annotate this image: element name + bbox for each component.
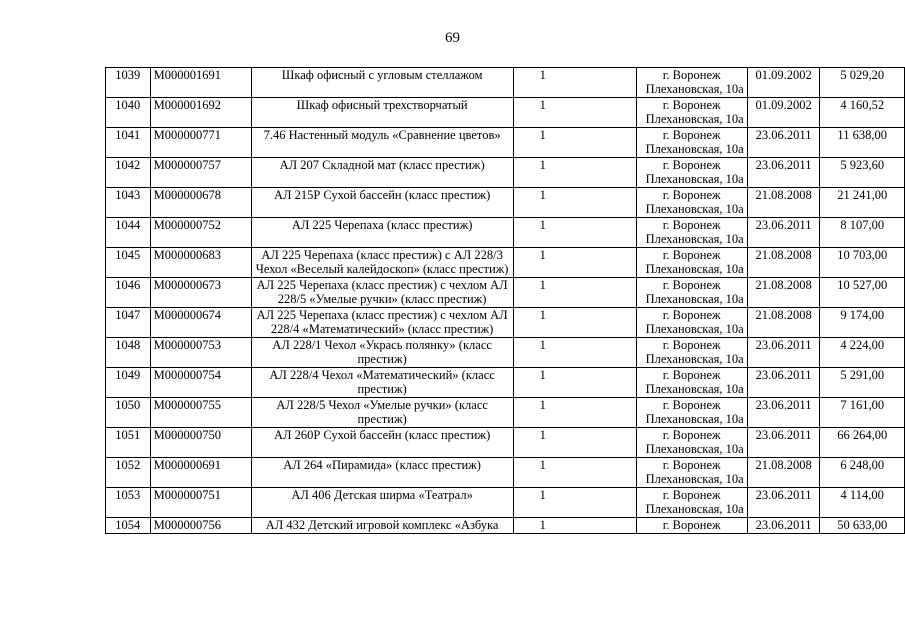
item-name-cell: АЛ 228/4 Чехол «Математический» (класс престиж) [251,368,513,398]
location-cell [636,128,747,158]
location-city: г. Воронеж [662,68,721,82]
item-name-cell: АЛ 260Р Сухой бассейн (класс престиж) [251,428,513,458]
amount-cell: 5 923,60 [820,158,905,188]
table-row [106,218,905,248]
quantity-cell: 1 [513,158,636,188]
quantity-cell: 1 [513,218,636,248]
item-name-cell: АЛ 264 «Пирамида» (класс престиж) [251,458,513,488]
location-city: г. Воронеж [662,278,721,292]
location-cell [636,488,747,518]
location-cell [636,248,747,278]
location-street: Плехановская, 10а [645,112,744,126]
date-cell: 23.06.2011 [747,158,820,188]
amount-cell: 5 291,00 [820,368,905,398]
table-row [106,248,905,278]
location-city: г. Воронеж [662,368,721,382]
location-cell [636,308,747,338]
item-name-cell: АЛ 225 Черепаха (класс престиж) с чехлом АЛ 228/4 «Математический» (класс престиж) [251,308,513,338]
location-street: Плехановская, 10а [645,382,744,396]
amount-cell: 6 248,00 [820,458,905,488]
quantity-cell: 1 [513,338,636,368]
location-cell [636,458,747,488]
location-cell [636,68,747,98]
inventory-code-cell: М000000678 [150,188,251,218]
amount-cell: 4 160,52 [820,98,905,128]
quantity-cell: 1 [513,188,636,218]
item-name-cell: АЛ 432 Детский игровой комплекс «Азбука [251,518,513,534]
date-cell: 23.06.2011 [747,428,820,458]
location-street: Плехановская, 10а [645,472,744,486]
table-row [106,518,905,534]
location-city: г. Воронеж [662,218,721,232]
location-street: Плехановская, 10а [645,202,744,216]
quantity-cell: 1 [513,248,636,278]
inventory-code-cell: М000000691 [150,458,251,488]
item-name-cell: Шкаф офисный трехстворчатый [251,98,513,128]
inventory-code-cell: М000001692 [150,98,251,128]
table-row [106,278,905,308]
location-cell [636,338,747,368]
quantity-cell: 1 [513,278,636,308]
inventory-table [105,67,905,534]
location-street: Плехановская, 10а [645,322,744,336]
amount-cell: 10 703,00 [820,248,905,278]
inventory-code-cell: М000000751 [150,488,251,518]
item-name-cell: АЛ 228/1 Чехол «Укрась полянку» (класс престиж) [251,338,513,368]
table-row [106,458,905,488]
item-name-cell: АЛ 225 Черепаха (класс престиж) с АЛ 228/3 Чехол «Веселый калейдоскоп» (класс престиж) [251,248,513,278]
item-name-cell: АЛ 215Р Сухой бассейн (класс престиж) [251,188,513,218]
date-cell: 21.08.2008 [747,458,820,488]
table-row [106,338,905,368]
amount-cell: 21 241,00 [820,188,905,218]
quantity-cell: 1 [513,428,636,458]
table-row [106,158,905,188]
amount-cell: 8 107,00 [820,218,905,248]
inventory-code-cell: М000000753 [150,338,251,368]
location-street: Плехановская, 10а [645,412,744,426]
row-number-cell: 1049 [106,368,151,398]
location-cell [636,218,747,248]
date-cell: 23.06.2011 [747,218,820,248]
location-city: г. Воронеж [662,128,721,142]
table-row [106,68,905,98]
row-number-cell: 1054 [106,518,151,534]
amount-cell: 5 029,20 [820,68,905,98]
row-number-cell: 1041 [106,128,151,158]
location-city: г. Воронеж [662,248,721,262]
row-number-cell: 1040 [106,98,151,128]
inventory-code-cell: М000000754 [150,368,251,398]
item-name-cell: 7.46 Настенный модуль «Сравнение цветов» [251,128,513,158]
inventory-table-body [106,68,905,534]
location-cell [636,398,747,428]
location-street: Плехановская, 10а [645,142,744,156]
location-city: г. Воронеж [662,308,721,322]
row-number-cell: 1047 [106,308,151,338]
quantity-cell: 1 [513,98,636,128]
date-cell: 23.06.2011 [747,518,820,534]
inventory-code-cell: М000000756 [150,518,251,534]
location-city: г. Воронеж [662,188,721,202]
inventory-code-cell: М000000755 [150,398,251,428]
inventory-code-cell: М000000673 [150,278,251,308]
date-cell: 21.08.2008 [747,308,820,338]
row-number-cell: 1051 [106,428,151,458]
amount-cell: 50 633,00 [820,518,905,534]
location-city: г. Воронеж [662,428,721,442]
location-cell [636,518,747,534]
date-cell: 23.06.2011 [747,128,820,158]
row-number-cell: 1039 [106,68,151,98]
location-city: г. Воронеж [662,458,721,472]
quantity-cell: 1 [513,308,636,338]
inventory-code-cell: М000000771 [150,128,251,158]
table-row [106,428,905,458]
location-cell [636,98,747,128]
date-cell: 23.06.2011 [747,488,820,518]
location-city: г. Воронеж [662,98,721,112]
row-number-cell: 1048 [106,338,151,368]
date-cell: 23.06.2011 [747,398,820,428]
row-number-cell: 1050 [106,398,151,428]
amount-cell: 66 264,00 [820,428,905,458]
page-number: 69 [445,30,460,46]
amount-cell: 10 527,00 [820,278,905,308]
location-street: Плехановская, 10а [645,82,744,96]
amount-cell: 4 224,00 [820,338,905,368]
date-cell: 21.08.2008 [747,248,820,278]
amount-cell: 11 638,00 [820,128,905,158]
quantity-cell: 1 [513,128,636,158]
location-cell [636,428,747,458]
inventory-code-cell: М000001691 [150,68,251,98]
table-row [106,308,905,338]
quantity-cell: 1 [513,458,636,488]
inventory-code-cell: М000000683 [150,248,251,278]
location-cell [636,158,747,188]
row-number-cell: 1044 [106,218,151,248]
item-name-cell: АЛ 207 Складной мат (класс престиж) [251,158,513,188]
table-row [106,488,905,518]
location-city: г. Воронеж [662,338,721,352]
row-number-cell: 1052 [106,458,151,488]
row-number-cell: 1043 [106,188,151,218]
item-name-cell: АЛ 406 Детская ширма «Театрал» [251,488,513,518]
date-cell: 01.09.2002 [747,68,820,98]
location-street: Плехановская, 10а [645,292,744,306]
location-cell [636,278,747,308]
location-street: Плехановская, 10а [645,232,744,246]
date-cell: 21.08.2008 [747,188,820,218]
location-city: г. Воронеж [662,398,721,412]
amount-cell: 7 161,00 [820,398,905,428]
item-name-cell: АЛ 225 Черепаха (класс престиж) с чехлом АЛ 228/5 «Умелые ручки» (класс престиж) [251,278,513,308]
row-number-cell: 1046 [106,278,151,308]
table-row [106,128,905,158]
location-street: Плехановская, 10а [645,352,744,366]
item-name-cell: АЛ 228/5 Чехол «Умелые ручки» (класс престиж) [251,398,513,428]
location-cell [636,368,747,398]
location-cell [636,188,747,218]
quantity-cell: 1 [513,368,636,398]
location-street: Плехановская, 10а [645,172,744,186]
item-name-cell: АЛ 225 Черепаха (класс престиж) [251,218,513,248]
quantity-cell: 1 [513,398,636,428]
row-number-cell: 1042 [106,158,151,188]
inventory-code-cell: М000000752 [150,218,251,248]
quantity-cell: 1 [513,68,636,98]
row-number-cell: 1045 [106,248,151,278]
location-city: г. Воронеж [662,518,721,532]
table-row [106,398,905,428]
table-row [106,188,905,218]
table-row [106,98,905,128]
quantity-cell: 1 [513,518,636,534]
date-cell: 23.06.2011 [747,338,820,368]
location-street: Плехановская, 10а [645,502,744,516]
amount-cell: 4 114,00 [820,488,905,518]
table-row [106,368,905,398]
location-street: Плехановская, 10а [645,442,744,456]
location-street: Плехановская, 10а [645,262,744,276]
inventory-code-cell: М000000674 [150,308,251,338]
date-cell: 23.06.2011 [747,368,820,398]
date-cell: 01.09.2002 [747,98,820,128]
inventory-code-cell: М000000750 [150,428,251,458]
date-cell: 21.08.2008 [747,278,820,308]
row-number-cell: 1053 [106,488,151,518]
item-name-cell: Шкаф офисный с угловым стеллажом [251,68,513,98]
location-city: г. Воронеж [662,488,721,502]
location-city: г. Воронеж [662,158,721,172]
quantity-cell: 1 [513,488,636,518]
amount-cell: 9 174,00 [820,308,905,338]
inventory-code-cell: М000000757 [150,158,251,188]
